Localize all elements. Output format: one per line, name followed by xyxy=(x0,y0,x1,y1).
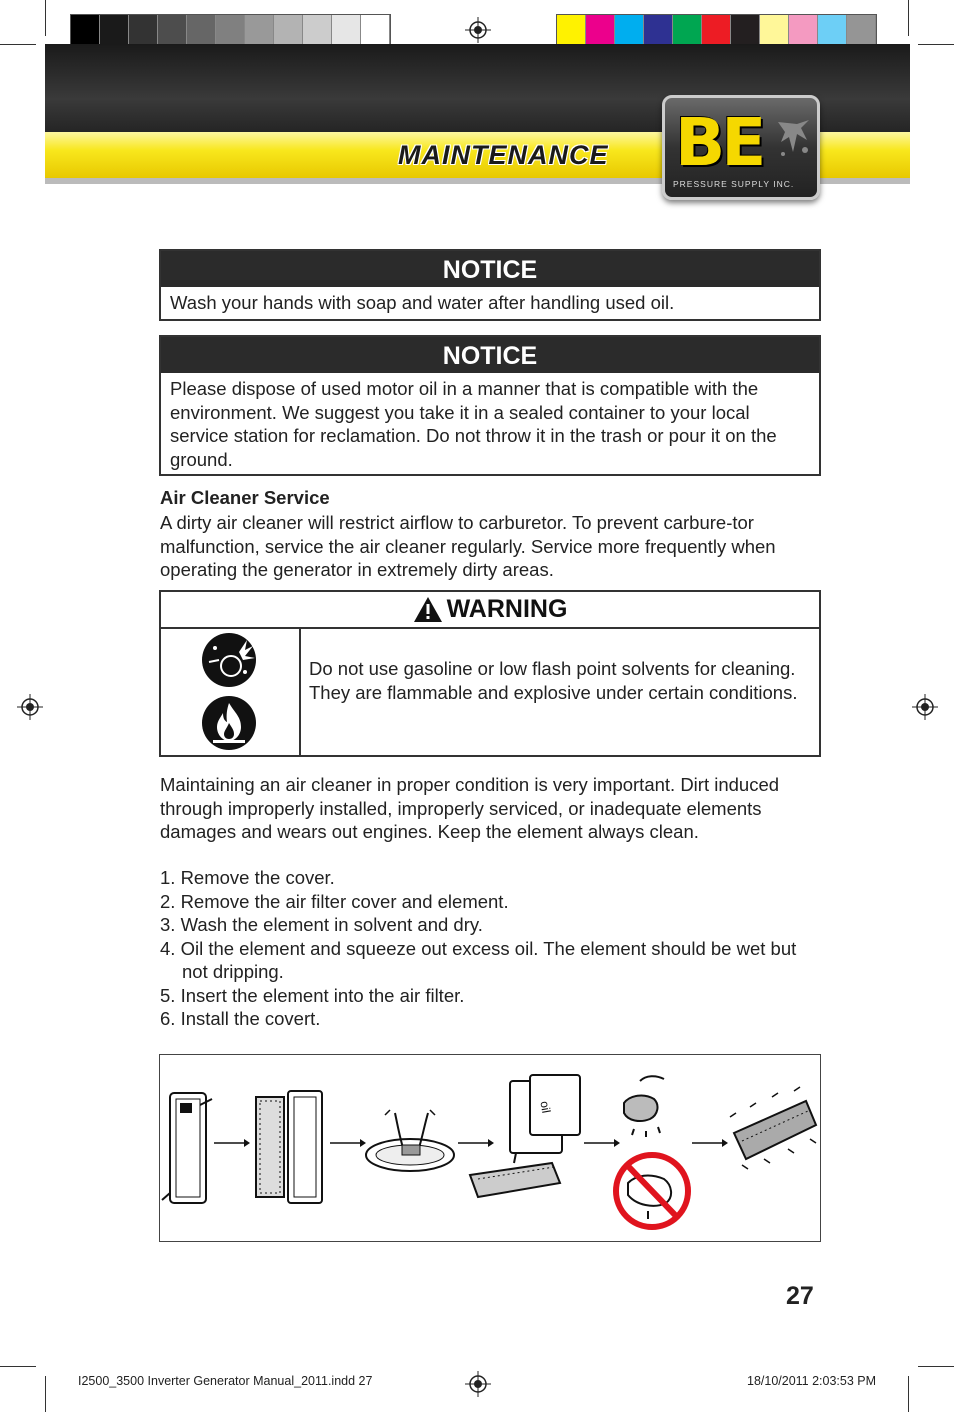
gray-swatch xyxy=(187,15,216,45)
oiled-element-illustration xyxy=(730,1087,816,1169)
crop-mark xyxy=(918,44,954,45)
squeeze-hand-illustration xyxy=(624,1076,664,1137)
notice-box xyxy=(159,249,821,321)
oil-can-illustration xyxy=(470,1075,580,1197)
no-wringing-icon xyxy=(616,1155,688,1227)
crop-mark xyxy=(45,1376,46,1412)
crop-mark xyxy=(918,1366,954,1367)
section-heading: Air Cleaner Service xyxy=(160,487,330,508)
warning-heading: WARNING xyxy=(446,595,568,623)
section-intro: A dirty air cleaner will restrict airflow to carburetor. To prevent carbure-tor malfunction, service the air cleaner regularly. Service more frequently when operating the generator in extremely dirty areas. xyxy=(160,512,776,580)
air-cleaner-service-figure xyxy=(159,1054,821,1242)
logo-letters: BE xyxy=(675,104,763,181)
grayscale-color-bar xyxy=(70,14,391,46)
color-swatch xyxy=(818,15,847,45)
crop-mark xyxy=(45,0,46,36)
step-item: 3. Wash the element in solvent and dry. xyxy=(160,914,483,935)
color-swatch xyxy=(760,15,789,45)
gray-swatch xyxy=(274,15,303,45)
gray-swatch xyxy=(216,15,245,45)
gray-swatch xyxy=(245,15,274,45)
logo-subtitle: PRESSURE SUPPLY INC. xyxy=(673,179,795,189)
crop-mark xyxy=(0,44,36,45)
crop-mark xyxy=(908,1376,909,1412)
gray-swatch xyxy=(332,15,361,45)
gray-swatch xyxy=(361,15,390,45)
warning-text: Do not use gasoline or low flash point solvents for cleaning. They are flammable and explosive under certain conditions. xyxy=(309,658,798,703)
flame-icon xyxy=(201,695,257,751)
registration-mark-icon xyxy=(465,1371,491,1397)
registration-mark-icon xyxy=(17,694,43,720)
color-swatch xyxy=(847,15,876,45)
warning-box xyxy=(159,590,821,757)
notice-heading: NOTICE xyxy=(161,337,819,373)
color-swatch xyxy=(557,15,586,45)
wash-basin-illustration xyxy=(366,1110,454,1171)
splash-icon xyxy=(773,112,813,162)
explosion-icon xyxy=(201,632,257,688)
step-list xyxy=(160,866,800,1031)
notice-box xyxy=(159,335,821,476)
notice-text: Please dispose of used motor oil in a manner that is compatible with the environment. We suggest you take it in a sealed container to your local service station for reclamation. Do not throw it in the trash or pour it on the ground. xyxy=(170,378,777,470)
notice-heading: NOTICE xyxy=(161,251,819,287)
step-item: 5. Insert the element into the air filter. xyxy=(160,984,465,1006)
step-item: 4. Oil the element and squeeze out excess oil. The element should be wet but not dripping. xyxy=(160,937,797,982)
footer-timestamp: 18/10/2011 2:03:53 PM xyxy=(747,1374,877,1388)
registration-mark-icon xyxy=(465,17,491,43)
company-logo xyxy=(662,95,820,200)
gray-swatch xyxy=(303,15,332,45)
crop-mark xyxy=(0,1366,36,1367)
oil-label: oil xyxy=(537,1099,554,1115)
registration-mark-icon xyxy=(912,694,938,720)
color-swatch xyxy=(586,15,615,45)
process-color-bar xyxy=(556,14,877,46)
gray-swatch xyxy=(158,15,187,45)
step-item: 2. Remove the air filter cover and element. xyxy=(160,890,509,912)
color-swatch xyxy=(731,15,760,45)
color-swatch xyxy=(615,15,644,45)
warning-icons xyxy=(161,629,301,757)
color-swatch xyxy=(702,15,731,45)
color-swatch xyxy=(789,15,818,45)
air-cleaner-cover-illustration xyxy=(162,1093,212,1203)
filter-element-illustration xyxy=(256,1091,322,1203)
page-title: MAINTENANCE xyxy=(398,140,609,170)
gray-swatch xyxy=(100,15,129,45)
body-paragraph: Maintaining an air cleaner in proper condition is very important. Dirt induced through improperly installed, improperly serviced, or inadequate elements damages and wears out engines. Keep the element always clean. xyxy=(160,774,780,842)
warning-triangle-icon xyxy=(413,596,443,623)
step-item: 1. Remove the cover. xyxy=(160,867,335,888)
footer-file-name: I2500_3500 Inverter Generator Manual_2011.indd 27 xyxy=(78,1374,373,1388)
notice-text: Wash your hands with soap and water after handling used oil. xyxy=(170,292,675,313)
gray-swatch xyxy=(71,15,100,45)
crop-mark xyxy=(908,0,909,36)
color-swatch xyxy=(644,15,673,45)
gray-swatch xyxy=(129,15,158,45)
page-number: 27 xyxy=(786,1282,814,1310)
color-swatch xyxy=(673,15,702,45)
step-item: 6. Install the covert. xyxy=(160,1008,321,1029)
